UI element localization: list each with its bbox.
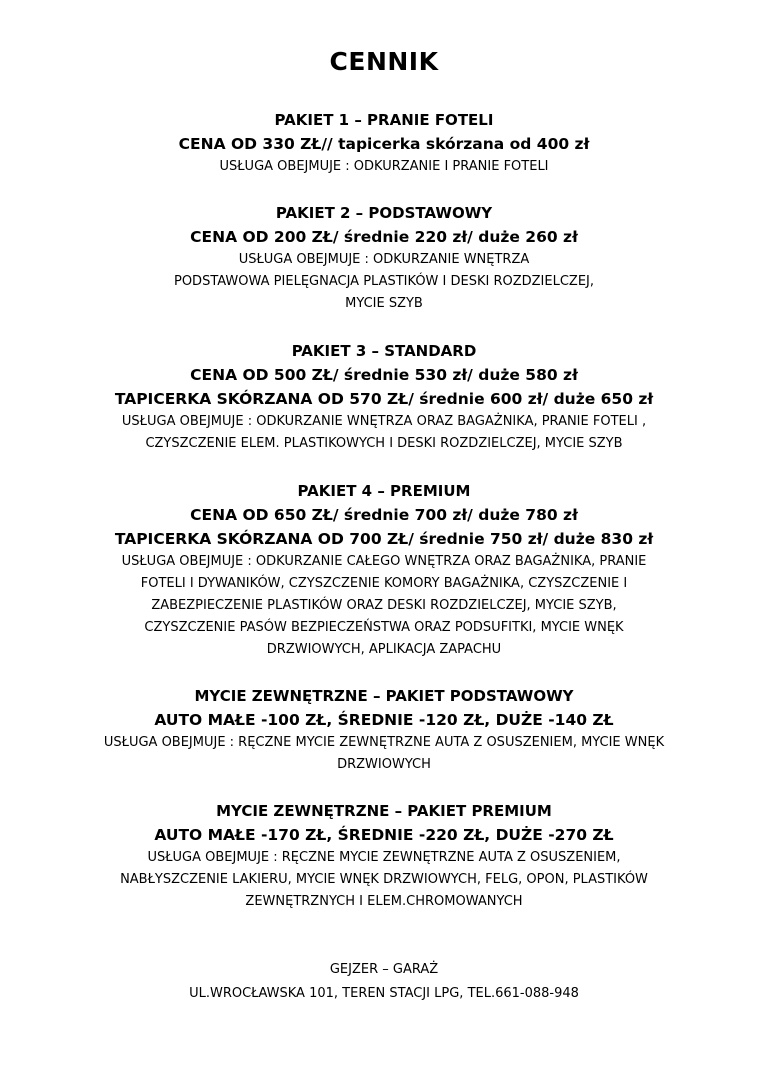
package-heading: PAKIET 3 – STANDARD (291, 342, 477, 360)
package-description: PODSTAWOWA PIELĘGNACJA PLASTIKÓW I DESKI ROZDZIELCZEJ, (173, 274, 595, 289)
package-1 (20, 108, 748, 178)
package-price: CENA OD 500 ZŁ/ średnie 530 zł/ duże 580 zł (190, 366, 578, 384)
package-heading: PAKIET 1 – PRANIE FOTELI (274, 111, 494, 129)
package-price: CENA OD 330 ZŁ// tapicerka skórzana od 400 zł (178, 135, 590, 153)
package-description: USŁUGA OBEJMUJE : ODKURZANIE WNĘTRZA ORAZ BAGAŻNIKA, PRANIE FOTELI , (121, 414, 647, 429)
package-price: CENA OD 200 ZŁ/ średnie 220 zł/ duże 260 zł (190, 228, 578, 246)
package-description: USŁUGA OBEJMUJE : ODKURZANIE WNĘTRZA (238, 252, 530, 267)
package-description: CZYSZCZENIE ELEM. PLASTIKOWYCH I DESKI ROZDZIELCZEJ, MYCIE SZYB (145, 436, 623, 451)
package-exterior-premium (20, 799, 748, 913)
package-2 (20, 201, 748, 315)
package-description: FOTELI I DYWANIKÓW, CZYSZCZENIE KOMORY BAGAŻNIKA, CZYSZCZENIE I (140, 576, 628, 591)
package-exterior-basic (20, 684, 748, 776)
package-heading: PAKIET 2 – PODSTAWOWY (275, 204, 493, 222)
package-price-leather: TAPICERKA SKÓRZANA OD 570 ZŁ/ średnie 600 zł/ duże 650 zł (114, 390, 654, 408)
package-description: USŁUGA OBEJMUJE : RĘCZNE MYCIE ZEWNĘTRZNE AUTA Z OSUSZENIEM, (147, 850, 621, 865)
package-4 (20, 479, 748, 661)
package-description: CZYSZCZENIE PASÓW BEZPIECZEŃSTWA ORAZ PODSUFITKI, MYCIE WNĘK (144, 620, 624, 635)
package-description: MYCIE SZYB (345, 296, 423, 311)
package-description: USŁUGA OBEJMUJE : RĘCZNE MYCIE ZEWNĘTRZNE AUTA Z OSUSZENIEM, MYCIE WNĘK (103, 735, 665, 750)
package-price: AUTO MAŁE -170 ZŁ, ŚREDNIE -220 ZŁ, DUŻE -270 ZŁ (154, 826, 614, 844)
package-price: CENA OD 650 ZŁ/ średnie 700 zł/ duże 780 zł (190, 506, 578, 524)
page-title: CENNIK (329, 47, 439, 76)
package-heading: MYCIE ZEWNĘTRZNE – PAKIET PREMIUM (216, 802, 552, 820)
package-heading: PAKIET 4 – PREMIUM (297, 482, 471, 500)
package-description: DRZWIOWYCH, APLIKACJA ZAPACHU (266, 642, 502, 657)
business-address: UL.WROCŁAWSKA 101, TEREN STACJI LPG, TEL.661-088-948 (189, 986, 579, 1001)
package-3 (20, 339, 748, 455)
business-name: GEJZER – GARAŻ (329, 962, 439, 977)
package-description: ZEWNĘTRZNYCH I ELEM.CHROMOWANYCH (245, 894, 523, 909)
package-description: USŁUGA OBEJMUJE : ODKURZANIE I PRANIE FOTELI (219, 159, 549, 174)
package-description: NABŁYSZCZENIE LAKIERU, MYCIE WNĘK DRZWIOWYCH, FELG, OPON, PLASTIKÓW (120, 872, 648, 887)
package-price-leather: TAPICERKA SKÓRZANA OD 700 ZŁ/ średnie 750 zł/ duże 830 zł (114, 530, 654, 548)
package-description: USŁUGA OBEJMUJE : ODKURZANIE CAŁEGO WNĘTRZA ORAZ BAGAŻNIKA, PRANIE (121, 554, 647, 569)
package-heading: MYCIE ZEWNĘTRZNE – PAKIET PODSTAWOWY (194, 687, 574, 705)
footer (0, 958, 768, 1006)
package-price: AUTO MAŁE -100 ZŁ, ŚREDNIE -120 ZŁ, DUŻE -140 ZŁ (154, 711, 614, 729)
package-description: DRZWIOWYCH (337, 757, 431, 772)
package-description: ZABEZPIECZENIE PLASTIKÓW ORAZ DESKI ROZDZIELCZEJ, MYCIE SZYB, (151, 598, 617, 613)
